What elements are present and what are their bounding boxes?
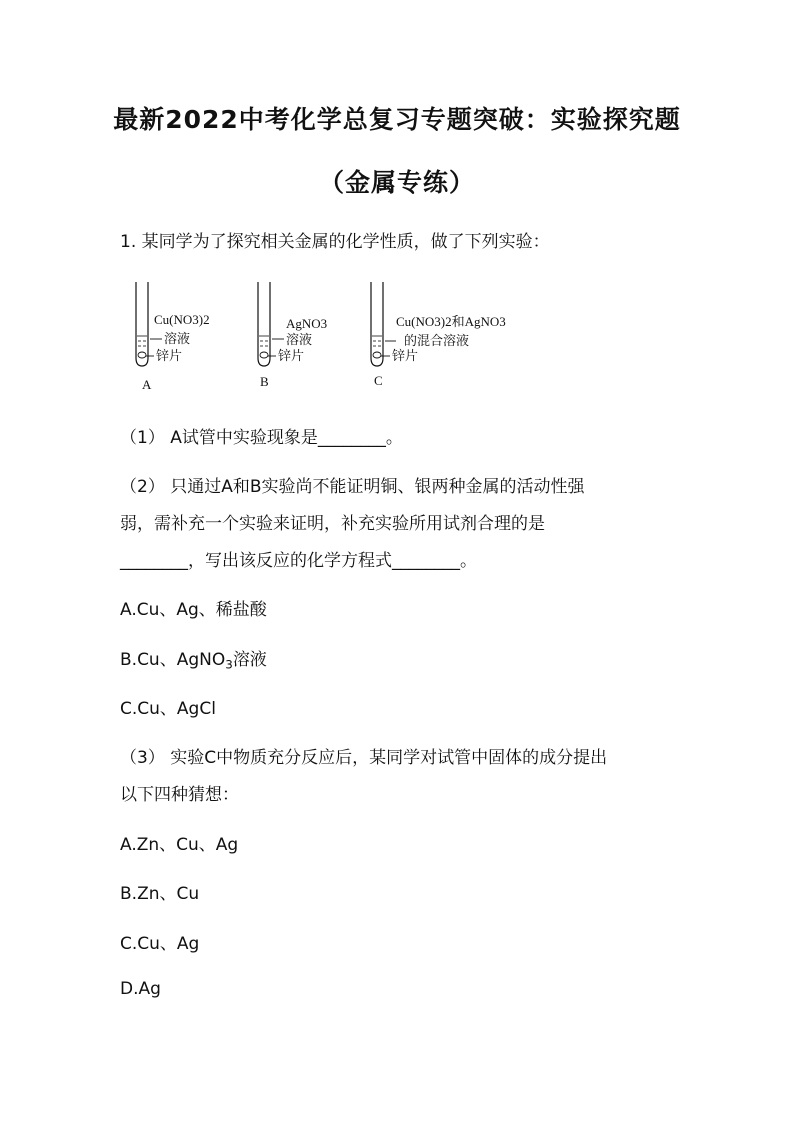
test-tube-figure <box>128 278 548 398</box>
tube-c-reagent: Cu(NO3)2和AgNO3 <box>396 314 506 329</box>
tube-c-metal: 锌片 <box>392 348 419 363</box>
tube-c-label: C <box>374 373 383 388</box>
question-part-2-line-3: ________，写出该反应的化学方程式________。 <box>120 551 477 571</box>
tube-a-label: A <box>142 377 152 392</box>
part-2-option-b <box>120 645 267 672</box>
question-part-2-line-1: （2） 只通过A和B实验尚不能证明铜、银两种金属的活动性强 <box>120 477 585 497</box>
question-part-3-line-1: （3） 实验C中物质充分反应后，某同学对试管中固体的成分提出 <box>120 748 608 768</box>
part-2-option-c: C.Cu、AgCl <box>120 699 216 719</box>
question-stem: 1. 某同学为了探究相关金属的化学性质，做了下列实验： <box>120 232 550 252</box>
test-tube-b <box>258 282 327 389</box>
tube-a-metal: 锌片 <box>156 348 183 363</box>
option-b-subscript: 3 <box>225 657 233 672</box>
tube-a-reagent: Cu(NO3)2 <box>154 312 210 327</box>
question-part-1: （1） A试管中实验现象是________。 <box>120 428 403 448</box>
tube-b-solution: 溶液 <box>286 332 313 347</box>
part-3-option-c: C.Cu、Ag <box>120 934 200 954</box>
test-tube-a <box>136 282 210 392</box>
part-2-option-a: A.Cu、Ag、稀盐酸 <box>120 600 267 620</box>
question-part-2-line-2: 弱，需补充一个实验来证明，补充实验所用试剂合理的是 <box>120 514 545 534</box>
option-b-suffix: 溶液 <box>232 650 267 670</box>
test-tube-c <box>371 282 506 388</box>
tube-b-reagent: AgNO3 <box>286 316 328 331</box>
page-subtitle: （金属专练） <box>318 168 475 197</box>
tube-b-metal: 锌片 <box>278 348 305 363</box>
page-title: 最新2022中考化学总复习专题突破：实验探究题 <box>113 105 681 134</box>
part-3-option-a: A.Zn、Cu、Ag <box>120 835 239 855</box>
tube-a-solution: 溶液 <box>164 331 191 346</box>
part-3-option-d: D.Ag <box>120 979 161 999</box>
question-part-3-line-2: 以下四种猜想： <box>120 785 239 805</box>
option-b-text: B.Cu、AgNO <box>120 650 226 670</box>
tube-b-label: B <box>260 374 269 389</box>
part-3-option-b: B.Zn、Cu <box>120 884 200 904</box>
tube-c-solution: 的混合溶液 <box>404 333 470 348</box>
